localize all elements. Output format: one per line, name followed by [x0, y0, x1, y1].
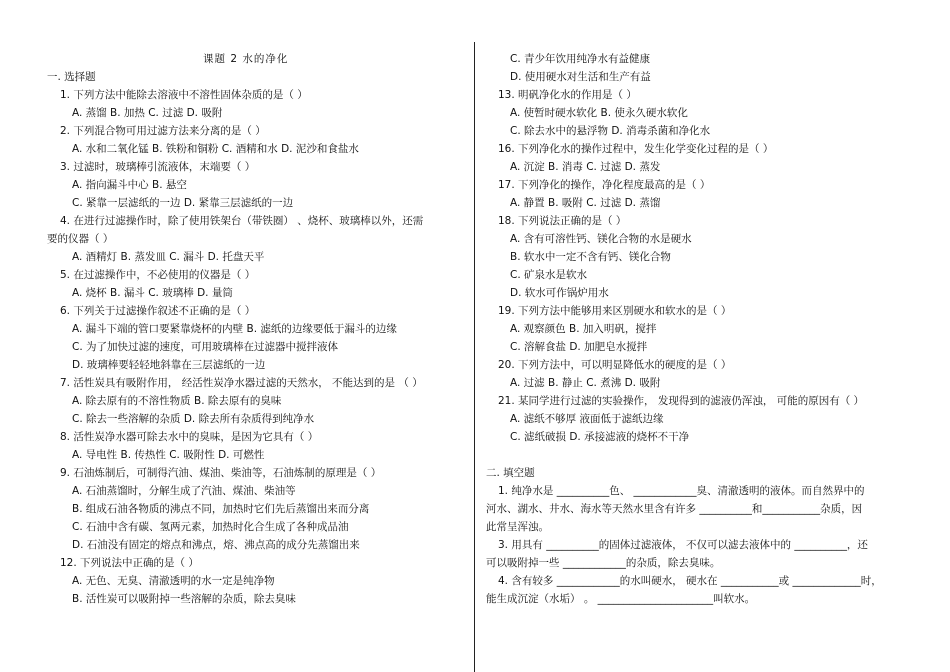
- question-17-options: A. 静置 B. 吸附 C. 过滤 D. 蒸馏: [510, 197, 661, 209]
- question-21: 21. 某同学进行过滤的实验操作， 发现得到的滤液仍浑浊， 可能的原因有（ ）: [498, 395, 865, 407]
- question-7: 7. 活性炭具有吸附作用， 经活性炭净水器过滤的天然水， 不能达到的是 （ ）: [60, 377, 423, 389]
- question-9-option-d: D. 石油没有固定的熔点和沸点，熔、沸点高的成分先蒸馏出来: [72, 539, 360, 551]
- question-6-option-d: D. 玻璃棒要轻轻地斜靠在三层滤纸的一边: [72, 359, 266, 371]
- question-4-options: A. 酒精灯 B. 蒸发皿 C. 漏斗 D. 托盘天平: [72, 251, 265, 263]
- question-20-options: A. 过滤 B. 静止 C. 煮沸 D. 吸附: [510, 377, 661, 389]
- section-heading-fill: 二. 填空题: [486, 467, 535, 479]
- question-16-options: A. 沉淀 B. 消毒 C. 过滤 D. 蒸发: [510, 161, 661, 173]
- question-12-option-d: D. 使用硬水对生活和生产有益: [510, 71, 651, 83]
- question-2: 2. 下列混合物可用过滤方法来分离的是（ ）: [60, 125, 266, 137]
- question-18-option-d: D. 软水可作锅炉用水: [510, 287, 609, 299]
- question-20: 20. 下列方法中，可以明显降低水的硬度的是（ ）: [498, 359, 732, 371]
- fill-question-1-cont: 河水、湖水、井水、海水等天然水里含有许多 __________和___________杂质，因: [486, 503, 863, 515]
- question-12-option-a: A. 无色、无臭、清澈透明的水一定是纯净物: [72, 575, 275, 587]
- question-17: 17. 下列净化的操作，净化程度最高的是（ ）: [498, 179, 711, 191]
- question-9-option-a: A. 石油蒸馏时，分解生成了汽油、煤油、柴油等: [72, 485, 296, 497]
- question-18-option-c: C. 矿泉水是软水: [510, 269, 588, 281]
- question-16: 16. 下列净化水的操作过程中，发生化学变化过程的是（ ）: [498, 143, 774, 155]
- fill-question-4: 4. 含有较多 ____________的水叫硬水， 硬水在 ___________或 _____________时，: [498, 575, 882, 587]
- question-7-options-ab: A. 除去原有的不溶性物质 B. 除去原有的臭味: [72, 395, 282, 407]
- question-4: 4. 在进行过滤操作时，除了使用铁架台（带铁圈） 、烧杯、玻璃棒以外，还需: [60, 215, 424, 227]
- question-18: 18. 下列说法正确的是（ ）: [498, 215, 627, 227]
- question-1: 1. 下列方法中能除去溶液中不溶性固体杂质的是（ ）: [60, 89, 308, 101]
- question-5-options: A. 烧杯 B. 漏斗 C. 玻璃棒 D. 量筒: [72, 287, 233, 299]
- question-6-options-ab: A. 漏斗下端的管口要紧靠烧杯的内壁 B. 滤纸的边缘要低于漏斗的边缘: [72, 323, 397, 335]
- question-18-option-a: A. 含有可溶性钙、镁化合物的水是硬水: [510, 233, 692, 245]
- fill-question-3: 3. 用具有 __________的固体过滤液体， 不仅可以滤去液体中的 __________，还: [498, 539, 868, 551]
- question-19-options-ab: A. 观察颜色 B. 加入明矾，搅拌: [510, 323, 657, 335]
- question-12-option-c: C. 青少年饮用纯净水有益健康: [510, 53, 651, 65]
- question-9-option-c: C. 石油中含有碳、氢两元素，加热时化合生成了各种成品油: [72, 521, 349, 533]
- question-13: 13. 明矾净化水的作用是（ ）: [498, 89, 637, 101]
- fill-question-1: 1. 纯净水是 __________色、 ____________臭、清澈透明的液体。而自然界中的: [498, 485, 865, 497]
- fill-question-4-cont: 能生成沉淀（水垢） 。 ______________________叫软水。: [486, 593, 756, 605]
- question-12: 12. 下列说法中正确的是（ ）: [60, 557, 199, 569]
- fill-question-1-end: 此常呈浑浊。: [486, 521, 549, 533]
- question-21-options-cd: C. 滤纸破损 D. 承接滤液的烧杯不干净: [510, 431, 690, 443]
- question-6-option-c: C. 为了加快过滤的速度，可用玻璃棒在过滤器中搅拌液体: [72, 341, 339, 353]
- page-title: 课题 2 水的净化: [203, 53, 289, 65]
- question-8: 8. 活性炭净水器可除去水中的臭味，是因为它具有（ ）: [60, 431, 319, 443]
- question-13-options-cd: C. 除去水中的悬浮物 D. 消毒杀菌和净化水: [510, 125, 711, 137]
- question-4-cont: 要的仪器（ ）: [47, 233, 114, 245]
- question-21-options-ab: A. 滤纸不够厚 液面低于滤纸边缘: [510, 413, 664, 425]
- column-divider: [474, 42, 475, 672]
- section-heading-choice: 一. 选择题: [47, 71, 96, 83]
- question-3-options-ab: A. 指向漏斗中心 B. 悬空: [72, 179, 187, 191]
- question-3-options-cd: C. 紧靠一层滤纸的一边 D. 紧靠三层滤纸的一边: [72, 197, 294, 209]
- question-9: 9. 石油炼制后，可制得汽油、煤油、柴油等，石油炼制的原理是（ ）: [60, 467, 382, 479]
- question-12-option-b: B. 活性炭可以吸附掉一些溶解的杂质，除去臭味: [72, 593, 296, 605]
- question-19: 19. 下列方法中能够用来区别硬水和软水的是（ ）: [498, 305, 732, 317]
- question-3: 3. 过滤时，玻璃棒引流液体，末端要（ ）: [60, 161, 256, 173]
- question-6: 6. 下列关于过滤操作叙述不正确的是（ ）: [60, 305, 256, 317]
- question-7-options-cd: C. 除去一些溶解的杂质 D. 除去所有杂质得到纯净水: [72, 413, 315, 425]
- question-19-options-cd: C. 溶解食盐 D. 加肥皂水搅拌: [510, 341, 648, 353]
- question-13-options-ab: A. 使暂时硬水软化 B. 使永久硬水软化: [510, 107, 688, 119]
- question-8-options: A. 导电性 B. 传热性 C. 吸附性 D. 可燃性: [72, 449, 265, 461]
- fill-question-3-cont: 可以吸附掉一些 ____________的杂质，除去臭味。: [486, 557, 721, 569]
- question-9-option-b: B. 组成石油各物质的沸点不同，加热时它们先后蒸馏出来而分离: [72, 503, 370, 515]
- question-2-options: A. 水和二氧化锰 B. 铁粉和铜粉 C. 酒精和水 D. 泥沙和食盐水: [72, 143, 359, 155]
- question-1-options: A. 蒸馏 B. 加热 C. 过滤 D. 吸附: [72, 107, 223, 119]
- question-18-option-b: B. 软水中一定不含有钙、镁化合物: [510, 251, 671, 263]
- question-5: 5. 在过滤操作中，不必使用的仪器是（ ）: [60, 269, 256, 281]
